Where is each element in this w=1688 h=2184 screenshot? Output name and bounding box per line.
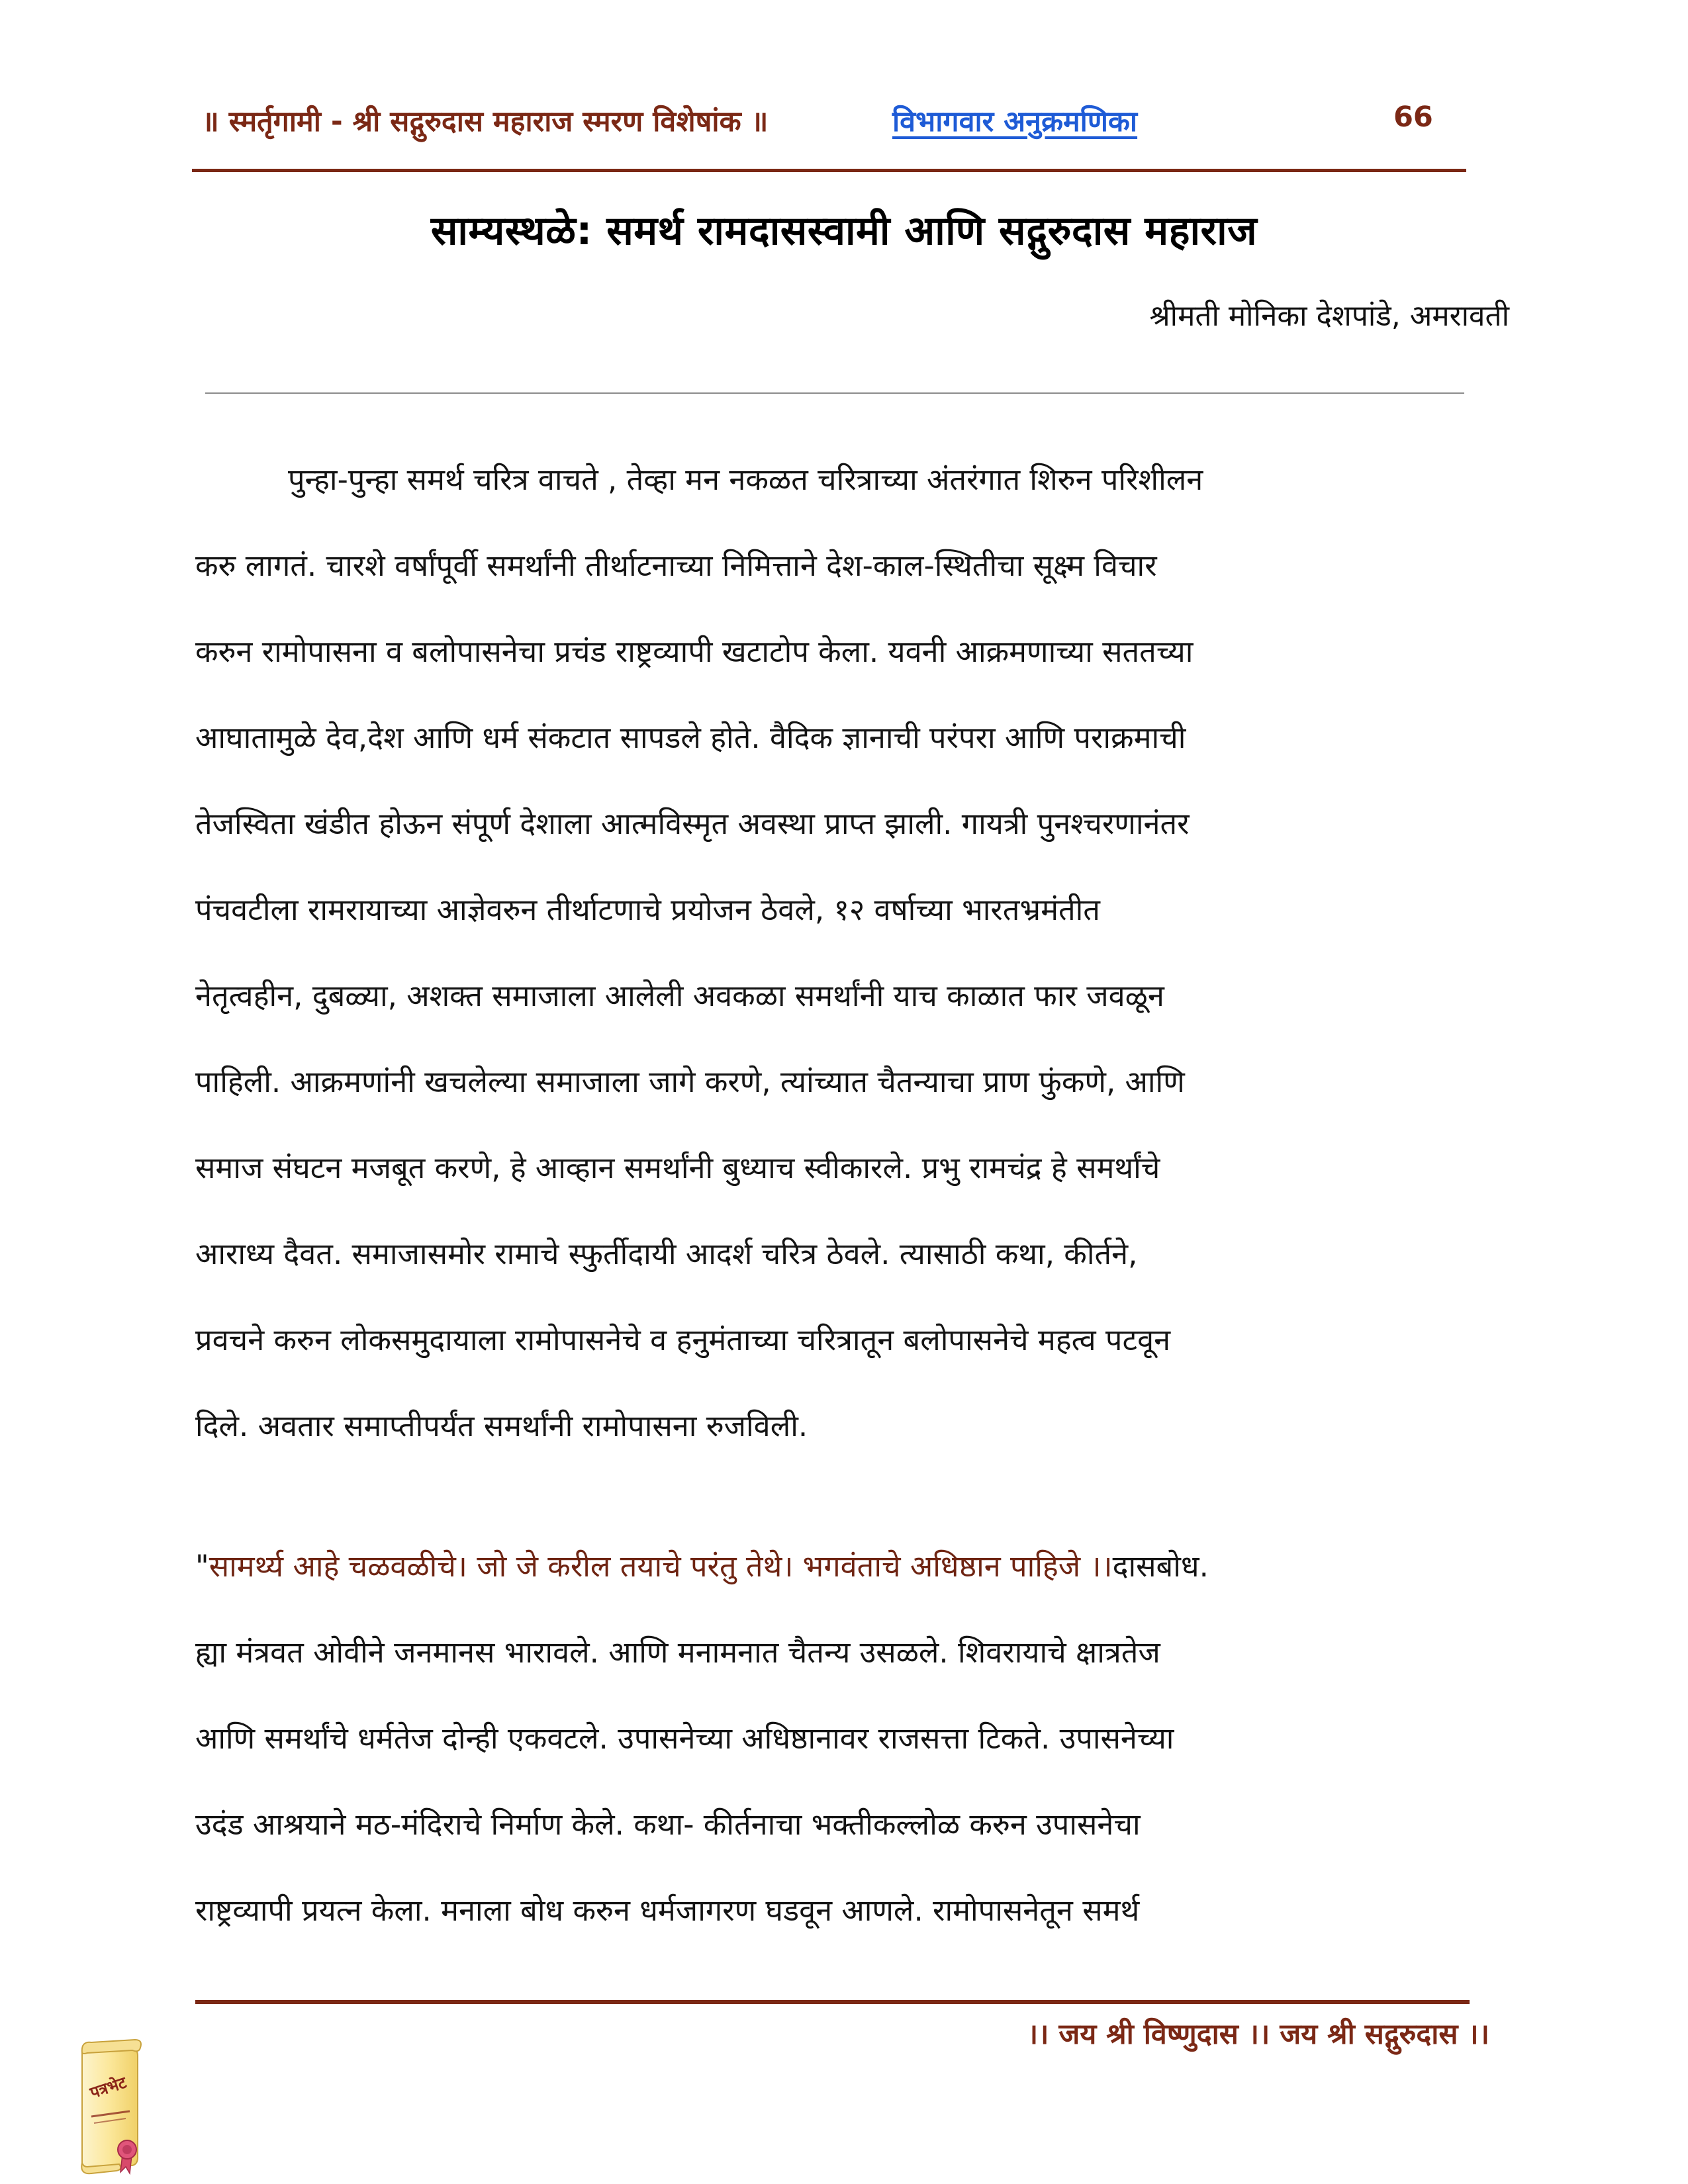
body-line: ह्या मंत्रवत ओवीने जनमानस भारावले. आणि मनामनात चैतन्य उसळले. शिवरायाचे क्षात्रतेज	[195, 1635, 1160, 1670]
author-divider	[205, 392, 1464, 394]
body-line: पाहिली. आक्रमणांनी खचलेल्या समाजाला जागे करणे, त्यांच्यात चैतन्याचा प्राण फुंकणे, आणि	[195, 1064, 1185, 1099]
page-number: 66	[1393, 101, 1433, 134]
patrabhet-logo	[77, 2036, 155, 2180]
body-line: नेतृत्वहीन, दुबळ्या, अशक्त समाजाला आलेली अवकळा समर्थांनी याच काळात फार जवळून	[195, 978, 1164, 1013]
body-line: पंचवटीला रामरायाच्या आज्ञेवरुन तीर्थाटणाचे प्रयोजन ठेवले, १२ वर्षाच्या भारतभ्रमंतीत	[195, 892, 1100, 927]
article-body	[195, 437, 1466, 1954]
body-line: आघातामुळे देव,देश आणि धर्म संकटात सापडले होते. वैदिक ज्ञानाची परंपरा आणि पराक्रमाची	[195, 720, 1186, 755]
body-line: उदंड आश्रयाने मठ-मंदिराचे निर्माण केले. कथा- कीर्तनाचा भक्तीकल्लोळ करुन उपासनेचा	[195, 1807, 1141, 1842]
body-line: आणि समर्थांचे धर्मतेज दोन्ही एकवटले. उपासनेच्या अधिष्ठानावर राजसत्ता टिकते. उपासनेच्या	[195, 1721, 1174, 1756]
journal-title: ॥ स्मर्तृगामी - श्री सद्गुरुदास महाराज स्मरण विशेषांक ॥	[202, 105, 769, 138]
quote-text: सामर्थ्य आहे चळवळीचे। जो जे करील तयाचे परंतु तेथे। भगवंताचे अधिष्ठान पाहिजे ।।	[209, 1549, 1113, 1584]
header-divider	[192, 169, 1466, 172]
body-line: राष्ट्रव्यापी प्रयत्न केला. मनाला बोध करुन धर्मजागरण घडवून आणले. रामोपासनेतून समर्थ	[195, 1893, 1140, 1928]
body-line: दिले. अवतार समाप्तीपर्यंत समर्थांनी रामोपासना रुजविली.	[195, 1408, 808, 1443]
body-line: तेजस्विता खंडीत होऊन संपूर्ण देशाला आत्मविस्मृत अवस्था प्राप्त झाली. गायत्री पुनश्चरणानंतर	[195, 806, 1190, 841]
paragraph-2	[195, 1524, 1466, 1954]
body-line: समाज संघटन मजबूत करणे, हे आव्हान समर्थांनी बुध्याच स्वीकारले. प्रभु रामचंद्र हे समर्थांचे	[195, 1150, 1160, 1185]
footer-blessing: ।। जय श्री विष्णुदास ।। जय श्री सद्गुरुदास ।।	[1027, 2018, 1489, 2051]
article-author: श्रीमती मोनिका देशपांडे, अमरावती	[1149, 299, 1509, 333]
toc-link[interactable]: विभागवार अनुक्रमणिका	[892, 105, 1138, 138]
quote-line	[195, 1524, 1466, 1610]
paragraph-1	[195, 437, 1466, 1469]
quote-open-mark: "	[195, 1549, 209, 1584]
scroll-icon	[77, 2036, 155, 2180]
logo-label-text: पत्रभेट	[87, 2073, 129, 2103]
body-line: पुन्हा-पुन्हा समर्थ चरित्र वाचते , तेव्हा मन नकळत चरित्राच्या अंतरंगात शिरुन परिशीलन	[288, 462, 1203, 497]
body-line: करु लागतं. चारशे वर्षांपूर्वी समर्थांनी तीर्थाटनाच्या निमित्ताने देश-काल-स्थितीचा सूक्ष्म विचार	[195, 548, 1157, 583]
body-line: आराध्य दैवत. समाजासमोर रामाचे स्फुर्तीदायी आदर्श चरित्र ठेवले. त्यासाठी कथा, कीर्तने,	[195, 1236, 1138, 1271]
footer-divider	[195, 2000, 1470, 2004]
body-line: प्रवचने करुन लोकसमुदायाला रामोपासनेचे व हनुमंताच्या चरित्रातून बलोपासनेचे महत्व पटवून	[195, 1322, 1171, 1357]
quote-source: दासबोध.	[1112, 1549, 1209, 1584]
body-line: करुन रामोपासना व बलोपासनेचा प्रचंड राष्ट्रव्यापी खटाटोप केला. यवनी आक्रमणाच्या सततच्या	[195, 634, 1194, 669]
article-title: साम्यस्थळे: समर्थ रामदासस्वामी आणि सद्गुरुदास महाराज	[430, 208, 1258, 254]
